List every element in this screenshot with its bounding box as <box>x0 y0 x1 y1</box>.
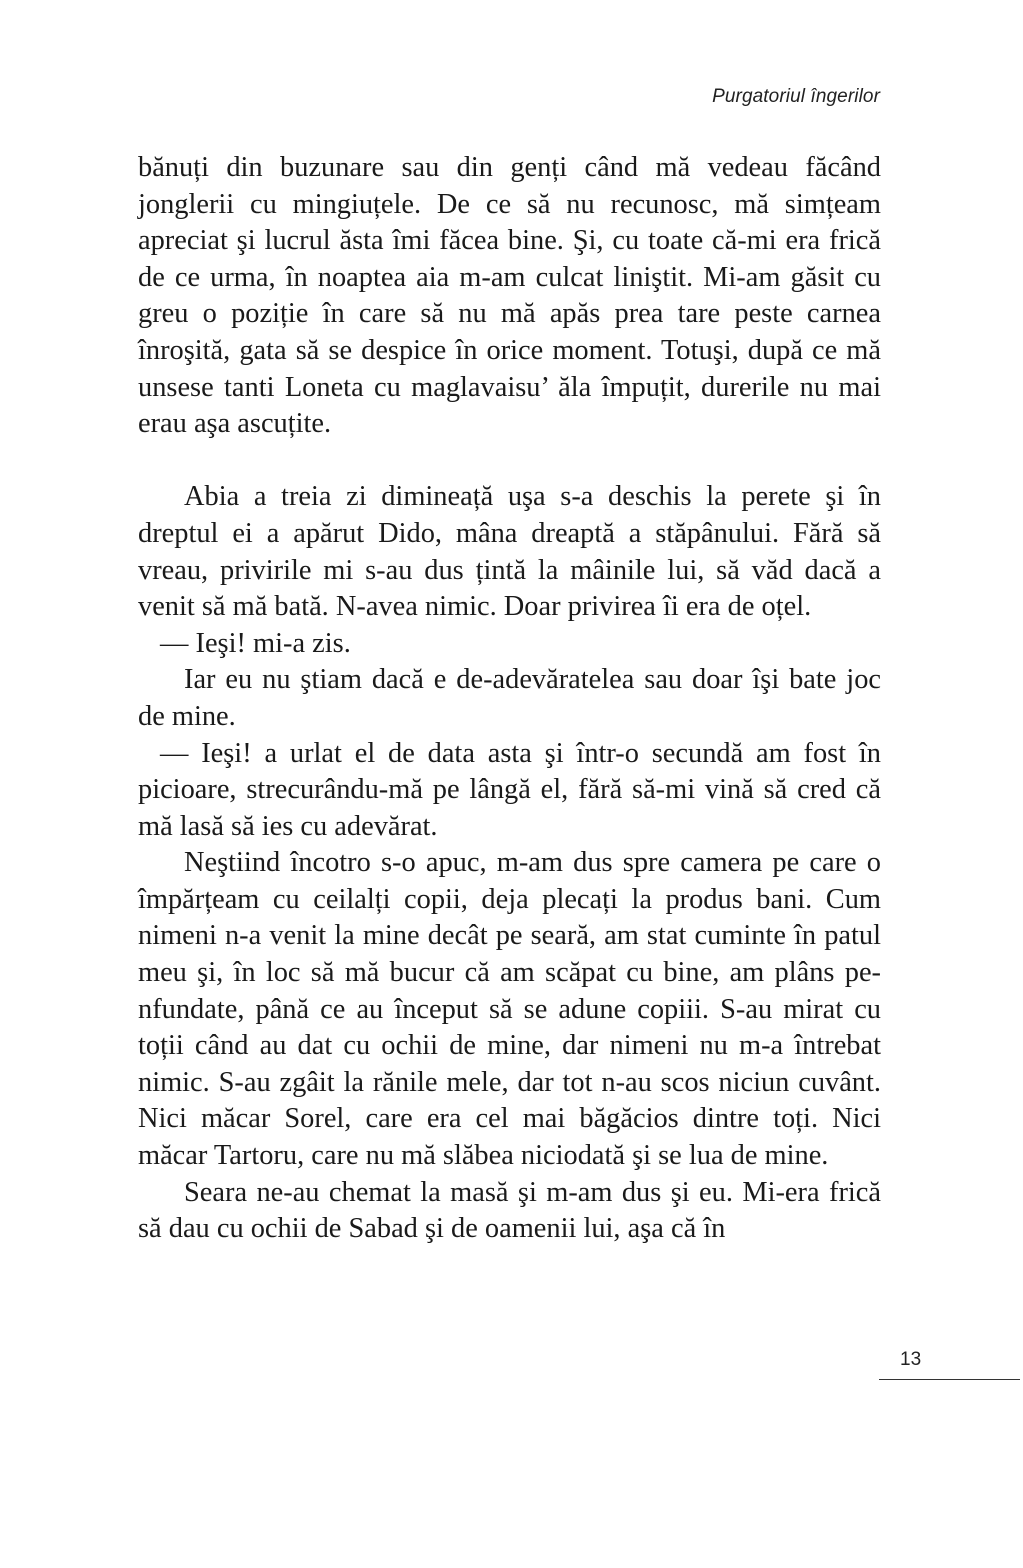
footer-rule <box>879 1379 1020 1380</box>
paragraph-1: bănuți din buzunare sau din genți când mă vedeau făcând jonglerii cu mingiuțele. De ce să nu recunosc, mă simțeam apreciat şi lucrul ăsta îmi făcea bine. Şi, cu toate că-mi era frică de ce urma, în noaptea aia m-am culcat liniştit. Mi-am găsit cu greu o poziție în care să nu mă apăs prea tare peste carnea înroşită, gata să se despice în orice moment. Totuşi, după ce mă unsese tanti Loneta cu maglavaisu’ ăla împuțit, durerile nu mai erau aşa ascuțite. <box>138 152 881 440</box>
dialogue-line-1: — Ieşi! mi-a zis. <box>160 627 351 659</box>
paragraph-gap <box>138 443 881 480</box>
running-header-title: Purgatoriul îngerilor <box>712 86 880 107</box>
paragraph-4: Neştiind încotro s-o apuc, m-am dus spre camera pe care o împărțeam cu ceilalți copii, deja plecați la produs bani. Cum nimeni n-a venit la mine decât pe seară, am stat cuminte în patul meu şi, în loc să mă bucur că am scăpat cu bine, am plâns pe-nfundate, până ce au început să se adune copiii. S-au mirat cu toții când au dat cu ochii de mine, dar nimeni nu m-a întrebat nimic. S-au zgâit la rănile mele, dar tot n-au scos niciun cuvânt. Nici măcar Sorel, care era cel mai băgăcios dintre toți. Nici măcar Tartoru, care nu mă slăbea niciodată şi se lua de mine. <box>138 847 881 1172</box>
body-text <box>138 150 881 1248</box>
page-number: 13 <box>900 1349 922 1370</box>
paragraph-3: Iar eu nu ştiam dacă e de-adevăratelea sau doar îşi bate joc de mine. <box>138 664 881 732</box>
paragraph-5: Seara ne-au chemat la masă şi m-am dus şi eu. Mi-era frică să dau cu ochii de Sabad şi de oamenii lui, aşa că în <box>138 1176 881 1245</box>
dialogue-line-2: — Ieşi! a urlat el de data asta şi într-o secundă am fost în picioare, strecurându-mă pe lângă el, fără să-mi vină să cred că mă lasă să ies cu adevărat. <box>138 737 881 842</box>
paragraph-2: Abia a treia zi dimineață uşa s-a deschis la perete şi în dreptul ei a apărut Dido, mâna dreaptă a stăpânului. Fără să vreau, privirile mi s-au dus țintă la mâinile lui, să văd dacă a venit să mă bată. N-avea nimic. Doar privirea îi era de oțel. <box>138 481 881 623</box>
